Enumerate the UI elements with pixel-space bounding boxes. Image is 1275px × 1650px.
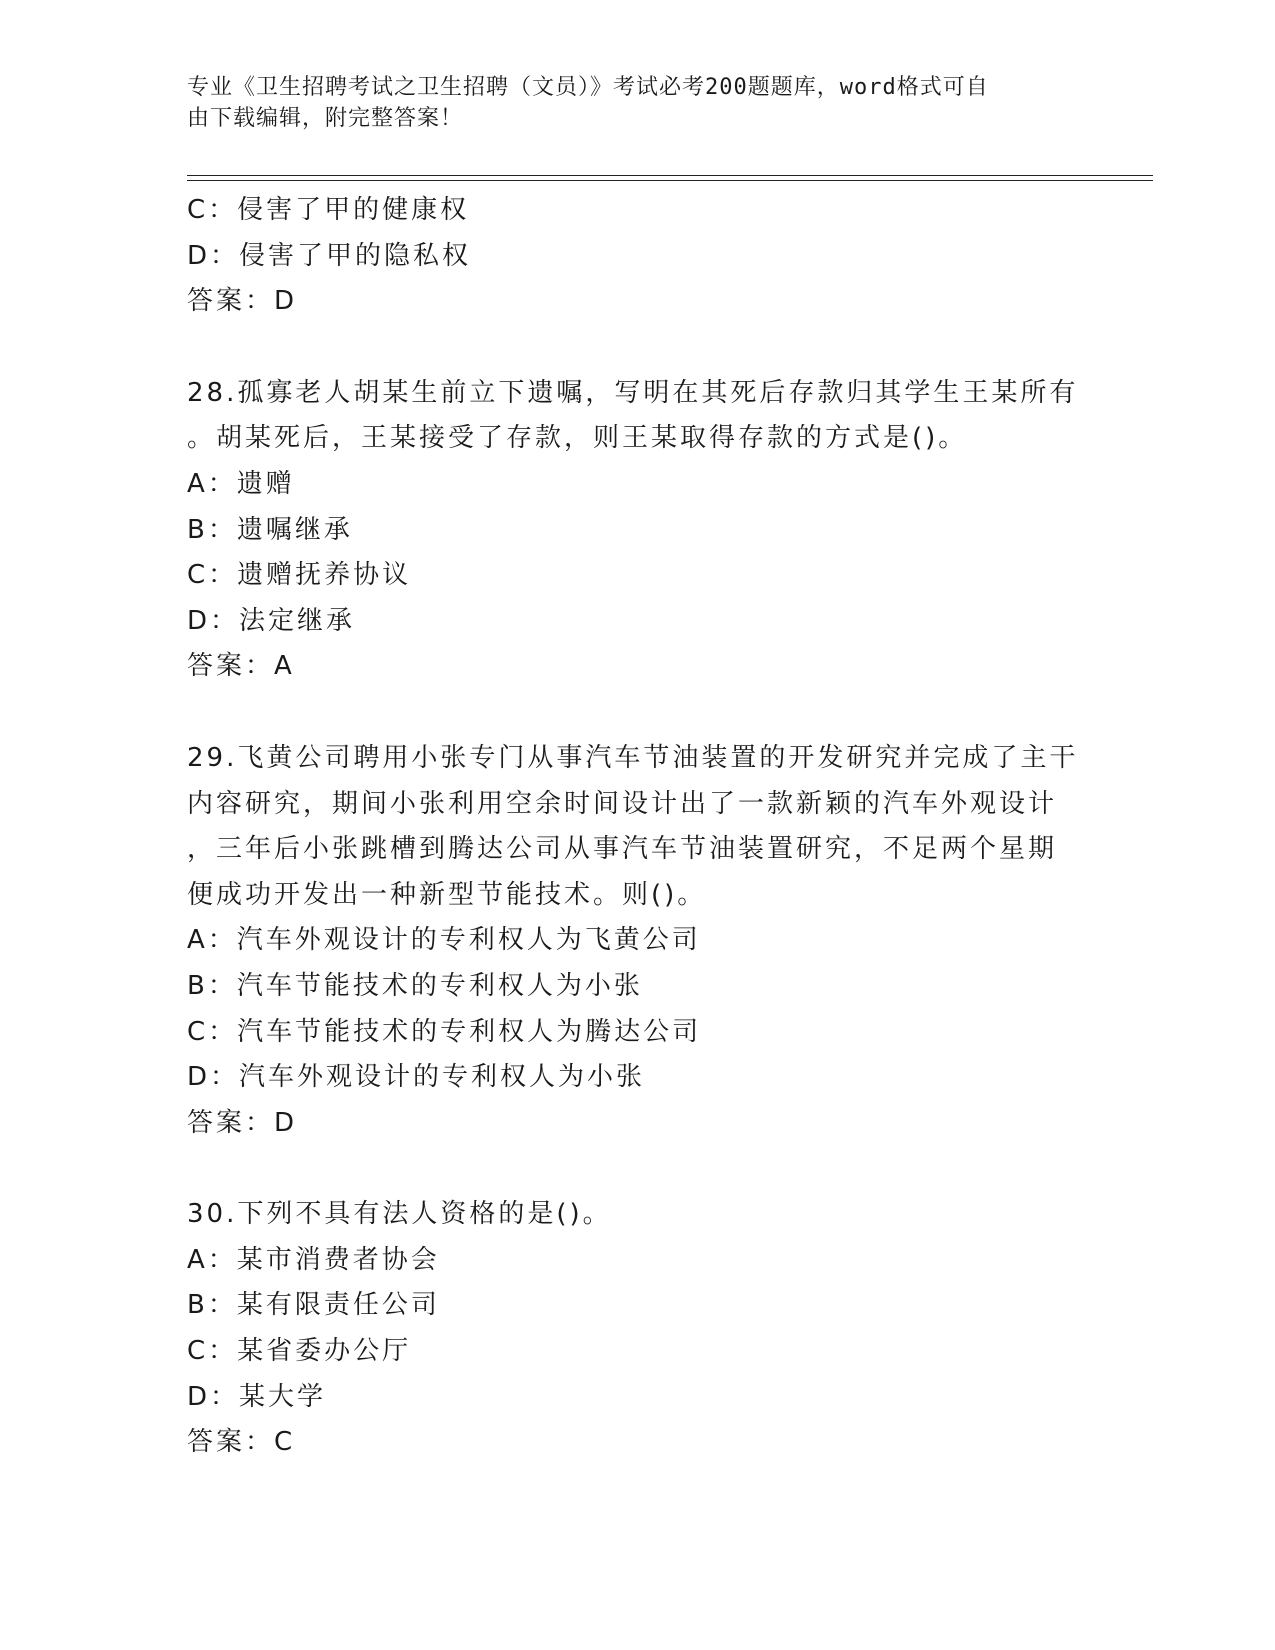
- header-divider-top: [187, 175, 1153, 176]
- answer-line: 答案：C: [187, 1427, 296, 1458]
- spacer: [187, 690, 1067, 736]
- option-c: C：某省委办公厅: [187, 1336, 412, 1367]
- question-block-29: [187, 736, 1079, 1146]
- question-stem: 。胡某死后，王某接受了存款，则王某取得存款的方式是()。: [187, 423, 968, 454]
- option-b: B：遗嘱继承: [187, 514, 353, 545]
- document-header: [187, 72, 1067, 134]
- option-b: B：某有限责任公司: [187, 1290, 440, 1321]
- answer-line: 答案：D: [187, 1107, 298, 1138]
- option-a: A：遗赠: [187, 468, 295, 499]
- answer-line: 答案：A: [187, 651, 295, 682]
- question-block-28: [187, 371, 1079, 690]
- question-stem: 28.孤寡老人胡某生前立下遗嘱，写明在其死后存款归其学生王某所有: [187, 377, 1079, 408]
- header-divider-bottom: [187, 180, 1153, 181]
- option-d: D：汽车外观设计的专利权人为小张: [187, 1062, 646, 1093]
- spacer: [187, 1146, 1067, 1192]
- header-line-1: 专业《卫生招聘考试之卫生招聘（文员）》考试必考200题题库，word格式可自: [187, 75, 989, 100]
- option-d: D：法定继承: [187, 605, 356, 636]
- option-c: C：侵害了甲的健康权: [187, 195, 470, 225]
- question-block-27-partial: [187, 188, 1067, 325]
- spacer: [187, 325, 1067, 371]
- option-a: A：某市消费者协会: [187, 1244, 440, 1275]
- option-d: D：侵害了甲的隐私权: [187, 240, 472, 271]
- question-stem: 30.下列不具有法人资格的是()。: [187, 1199, 612, 1230]
- question-stem: ，三年后小张跳槽到腾达公司从事汽车节油装置研究，不足两个星期: [187, 834, 1058, 865]
- answer-line: 答案：D: [187, 286, 298, 317]
- option-d: D：某大学: [187, 1381, 327, 1412]
- question-block-30: [187, 1192, 1067, 1466]
- option-b: B：汽车节能技术的专利权人为小张: [187, 970, 643, 1001]
- question-content: [187, 188, 1079, 1466]
- option-c: C：汽车节能技术的专利权人为腾达公司: [187, 1016, 702, 1047]
- question-stem: 29.飞黄公司聘用小张专门从事汽车节油装置的开发研究并完成了主干: [187, 742, 1079, 773]
- question-stem: 便成功开发出一种新型节能技术。则()。: [187, 879, 707, 910]
- option-a: A：汽车外观设计的专利权人为飞黄公司: [187, 925, 701, 956]
- header-line-2: 由下载编辑，附完整答案！: [187, 106, 464, 131]
- question-stem: 内容研究，期间小张利用空余时间设计出了一款新颖的汽车外观设计: [187, 788, 1058, 819]
- option-c: C：遗赠抚养协议: [187, 560, 412, 591]
